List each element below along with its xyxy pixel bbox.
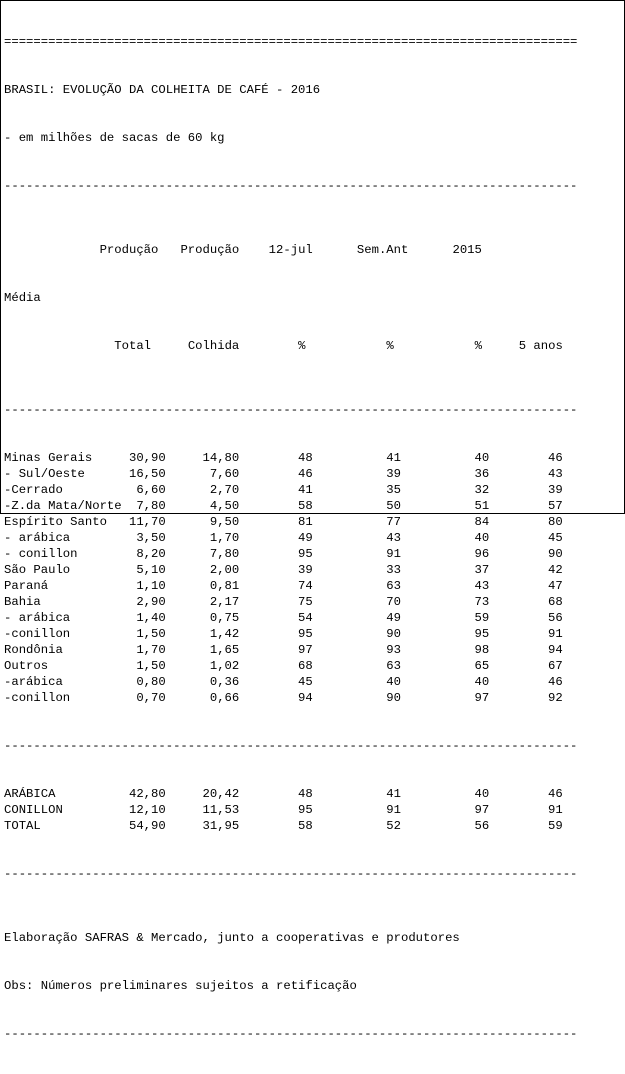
producao-colhida-cell: 1,02 [165,659,240,673]
media-5-anos-cell: 80 [489,515,563,529]
pct-2015-cell: 36 [400,467,490,481]
pct-sem-ant-cell: 90 [312,627,401,641]
total-row [4,786,577,802]
rule-after-totals: ------------------------------------------------------------------------------ [4,867,578,881]
pct-2015-cell: 73 [400,595,490,609]
producao-colhida-cell: 0,36 [165,675,240,689]
table-row [4,530,577,546]
table-row [4,482,577,498]
producao-colhida-cell: 11,53 [165,803,240,817]
pct-12-jul-cell: 48 [239,451,313,465]
region-cell: -conillon [4,691,122,705]
header-2015: 2015 [452,243,482,257]
table-row [4,690,577,706]
producao-colhida-cell: 7,60 [165,467,240,481]
pct-sem-ant-cell: 49 [312,611,401,625]
media-5-anos-cell: 91 [489,803,563,817]
producao-colhida-cell: 1,42 [165,627,240,641]
pct-2015-cell: 95 [400,627,490,641]
producao-total-cell: 1,10 [121,579,166,593]
gap [158,243,180,257]
pct-2015-cell: 98 [400,643,490,657]
pct-sem-ant-cell: 41 [312,787,401,801]
pct-sem-ant-cell: 50 [312,499,401,513]
table-row [4,450,577,466]
gap [408,243,452,257]
producao-total-cell: 5,10 [121,563,166,577]
media-5-anos-cell: 92 [489,691,563,705]
media-5-anos-cell: 46 [489,451,563,465]
producao-total-cell: 1,70 [121,643,166,657]
pct-12-jul-cell: 45 [239,675,313,689]
producao-colhida-cell: 4,50 [165,499,240,513]
table-row [4,626,577,642]
pct-sem-ant-cell: 41 [312,451,401,465]
gap [4,243,100,257]
pct-12-jul-cell: 95 [239,627,313,641]
region-cell: ARÁBICA [4,787,122,801]
producao-total-cell: 1,40 [121,611,166,625]
header-sem-ant: Sem.Ant [356,243,409,257]
media-5-anos-cell: 46 [489,787,563,801]
total-row [4,818,577,834]
producao-total-cell: 6,60 [121,483,166,497]
pct-12-jul-cell: 58 [239,499,313,513]
media-5-anos-cell: 90 [489,547,563,561]
table-row [4,594,577,610]
top-double-rule: ============================================================================== [4,35,578,49]
table-row [4,546,577,562]
table-row [4,466,577,482]
report-subtitle: - em milhões de sacas de 60 kg [4,131,225,145]
table-row [4,658,577,674]
pct-2015-cell: 43 [400,579,490,593]
media-5-anos-cell: 59 [489,819,563,833]
producao-total-cell: 7,80 [121,499,166,513]
pct-12-jul-cell: 49 [239,531,313,545]
region-cell: São Paulo [4,563,122,577]
media-5-anos-cell: 68 [489,595,563,609]
pct-sem-ant-cell: 39 [312,467,401,481]
producao-total-cell: 0,80 [121,675,166,689]
producao-colhida-cell: 1,65 [165,643,240,657]
producao-colhida-cell: 9,50 [165,515,240,529]
pct-2015-cell: 40 [400,531,490,545]
producao-total-cell: 42,80 [121,787,166,801]
table-row [4,578,577,594]
region-cell: Bahia [4,595,122,609]
header-5-anos: 5 anos [518,339,563,353]
pct-sem-ant-cell: 35 [312,483,401,497]
pct-12-jul-cell: 48 [239,787,313,801]
pct-2015-cell: 56 [400,819,490,833]
header-pct-3: % [474,339,482,353]
pct-sem-ant-cell: 43 [312,531,401,545]
table-row [4,498,577,514]
pct-12-jul-cell: 46 [239,467,313,481]
producao-colhida-cell: 7,80 [165,547,240,561]
pct-12-jul-cell: 39 [239,563,313,577]
pct-sem-ant-cell: 91 [312,803,401,817]
header-row-1 [4,242,577,258]
pct-sem-ant-cell: 40 [312,675,401,689]
pct-sem-ant-cell: 91 [312,547,401,561]
bottom-rule: ------------------------------------------------------------------------------ [4,1027,578,1041]
table-row [4,562,577,578]
table-row [4,642,577,658]
pct-2015-cell: 51 [400,499,490,513]
pct-2015-cell: 32 [400,483,490,497]
pct-2015-cell: 40 [400,451,490,465]
gap [239,243,268,257]
producao-total-cell: 8,20 [121,547,166,561]
producao-colhida-cell: 0,81 [165,579,240,593]
rule-after-title: ------------------------------------------------------------------------------ [4,179,578,193]
data-rows [4,450,577,706]
pct-2015-cell: 40 [400,675,490,689]
producao-colhida-cell: 2,70 [165,483,240,497]
table-row [4,674,577,690]
producao-total-cell: 11,70 [121,515,166,529]
total-row [4,802,577,818]
region-cell: CONILLON [4,803,122,817]
gap [394,339,475,353]
rule-after-header: ------------------------------------------------------------------------------ [4,403,578,417]
media-5-anos-cell: 94 [489,643,563,657]
pct-12-jul-cell: 41 [239,483,313,497]
producao-total-cell: 16,50 [121,467,166,481]
table-row [4,514,577,530]
pct-12-jul-cell: 95 [239,803,313,817]
producao-total-cell: 54,90 [121,819,166,833]
pct-2015-cell: 37 [400,563,490,577]
media-5-anos-cell: 47 [489,579,563,593]
producao-colhida-cell: 0,66 [165,691,240,705]
media-5-anos-cell: 45 [489,531,563,545]
header-pct-1: % [298,339,306,353]
total-rows [4,786,577,834]
header-row-3 [4,338,577,354]
pct-12-jul-cell: 97 [239,643,313,657]
pct-12-jul-cell: 68 [239,659,313,673]
harvest-report [4,2,577,1074]
media-5-anos-cell: 91 [489,627,563,641]
footer-source: Elaboração SAFRAS & Mercado, junto a cooperativas e produtores [4,931,460,945]
region-cell: Espírito Santo [4,515,122,529]
region-cell: Minas Gerais [4,451,122,465]
pct-12-jul-cell: 95 [239,547,313,561]
gap [482,339,519,353]
rule-before-totals: ------------------------------------------------------------------------------ [4,739,578,753]
producao-total-cell: 30,90 [121,451,166,465]
pct-2015-cell: 65 [400,659,490,673]
header-producao-1: Produção [99,243,159,257]
media-5-anos-cell: 43 [489,467,563,481]
pct-2015-cell: 96 [400,547,490,561]
producao-total-cell: 1,50 [121,627,166,641]
region-cell: Rondônia [4,643,122,657]
media-5-anos-cell: 46 [489,675,563,689]
media-5-anos-cell: 57 [489,499,563,513]
producao-colhida-cell: 20,42 [165,787,240,801]
header-12-jul: 12-jul [268,243,313,257]
producao-total-cell: 2,90 [121,595,166,609]
media-5-anos-cell: 39 [489,483,563,497]
producao-colhida-cell: 2,00 [165,563,240,577]
media-5-anos-cell: 56 [489,611,563,625]
pct-2015-cell: 97 [400,803,490,817]
header-pct-2: % [386,339,394,353]
producao-colhida-cell: 0,75 [165,611,240,625]
pct-2015-cell: 40 [400,787,490,801]
producao-total-cell: 0,70 [121,691,166,705]
gap [305,339,386,353]
header-media: Média [4,291,41,305]
gap [313,243,357,257]
pct-12-jul-cell: 58 [239,819,313,833]
producao-total-cell: 1,50 [121,659,166,673]
region-cell: -conillon [4,627,122,641]
producao-colhida-cell: 14,80 [165,451,240,465]
gap [239,339,298,353]
header-total: Total [114,339,152,353]
gap [151,339,188,353]
pct-2015-cell: 59 [400,611,490,625]
region-cell: -Cerrado [4,483,122,497]
region-cell: Outros [4,659,122,673]
header-colhida: Colhida [187,339,240,353]
producao-colhida-cell: 31,95 [165,819,240,833]
pct-sem-ant-cell: 90 [312,691,401,705]
header-producao-2: Produção [180,243,240,257]
pct-2015-cell: 84 [400,515,490,529]
pct-sem-ant-cell: 70 [312,595,401,609]
gap [4,339,114,353]
header-row-2 [4,290,577,306]
producao-colhida-cell: 2,17 [165,595,240,609]
footer-note: Obs: Números preliminares sujeitos a retificação [4,979,357,993]
pct-2015-cell: 97 [400,691,490,705]
pct-12-jul-cell: 75 [239,595,313,609]
media-5-anos-cell: 67 [489,659,563,673]
pct-sem-ant-cell: 52 [312,819,401,833]
pct-sem-ant-cell: 77 [312,515,401,529]
region-cell: - arábica [4,611,122,625]
pct-sem-ant-cell: 63 [312,579,401,593]
pct-sem-ant-cell: 63 [312,659,401,673]
region-cell: - arábica [4,531,122,545]
table-row [4,610,577,626]
region-cell: -Z.da Mata/Norte [4,499,122,513]
producao-total-cell: 12,10 [121,803,166,817]
region-cell: TOTAL [4,819,122,833]
region-cell: - conillon [4,547,122,561]
pct-12-jul-cell: 74 [239,579,313,593]
pct-sem-ant-cell: 93 [312,643,401,657]
media-5-anos-cell: 42 [489,563,563,577]
region-cell: Paraná [4,579,122,593]
region-cell: -arábica [4,675,122,689]
producao-colhida-cell: 1,70 [165,531,240,545]
pct-sem-ant-cell: 33 [312,563,401,577]
region-cell: - Sul/Oeste [4,467,122,481]
pct-12-jul-cell: 54 [239,611,313,625]
pct-12-jul-cell: 94 [239,691,313,705]
report-title: BRASIL: EVOLUÇÃO DA COLHEITA DE CAFÉ - 2016 [4,83,321,97]
producao-total-cell: 3,50 [121,531,166,545]
pct-12-jul-cell: 81 [239,515,313,529]
